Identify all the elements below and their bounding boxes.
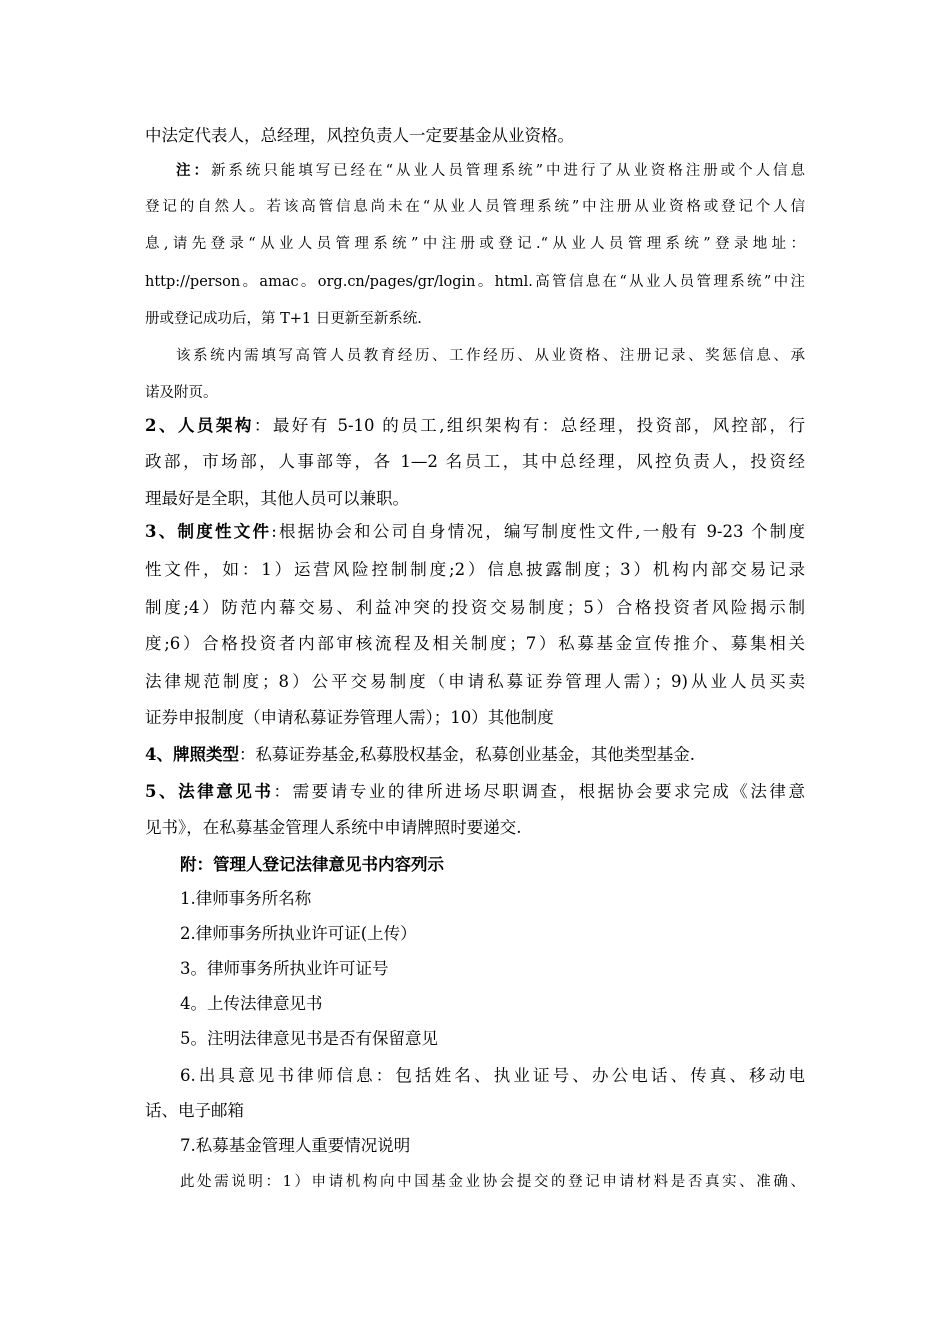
section-license-type: 4、牌照类型：私募证券基金,私募股权基金，私募创业基金，其他类型基金. <box>145 745 695 764</box>
appendix-item-continuation: 话、电子邮箱 <box>145 1101 244 1120</box>
paragraph-line: 法律规范制度；8）公平交易制度（申请私募证券管理人需）；9)从业人员买卖 <box>145 672 805 691</box>
paragraph-line: 理最好是全职，其他人员可以兼职。 <box>145 489 409 508</box>
paragraph-line: 政部，市场部，人事部等，各 1—2 名员工，其中总经理，风控负责人，投资经 <box>145 452 805 471</box>
paragraph-line: 证券申报制度（申请私募证券管理人需）；10）其他制度 <box>145 708 554 727</box>
paragraph-line: 度;6）合格投资者内部审核流程及相关制度；7）私募基金宣传推介、募集相关 <box>145 634 805 653</box>
note-line: 诺及附页。 <box>145 385 218 401</box>
paragraph-line: 中法定代表人，总经理，风控负责人一定要基金从业资格。 <box>145 126 574 145</box>
paragraph-line: 性文件，如：1）运营风险控制制度;2）信息披露制度；3）机构内部交易记录 <box>145 560 805 579</box>
note-line: 注：新系统只能填写已经在“从业人员管理系统”中进行了从业资格注册或个人信息 <box>176 162 806 179</box>
note-line: 册或登记成功后，第 T+1 日更新至新系统. <box>145 311 422 327</box>
appendix-heading: 附：管理人登记法律意见书内容列示 <box>180 855 444 874</box>
paragraph-line: 制度;4）防范内幕交易、利益冲突的投资交易制度；5）合格投资者风险揭示制 <box>145 598 805 617</box>
paragraph-line: 见书》，在私募基金管理人系统中申请牌照时要递交. <box>145 818 522 837</box>
note-url-line: http://person。amac。org.cn/pages/gr/login。html.高管信息在“从业人员管理系统”中注 <box>145 274 805 290</box>
note-line: 息,请先登录“从业人员管理系统”中注册或登记.“从业人员管理系统”登录地址： <box>145 236 805 252</box>
appendix-item: 1.律师事务所名称 <box>180 889 312 908</box>
section-legal-opinion: 5、法律意见书：需要请专业的律所进场尽职调查，根据协会要求完成《法律意 <box>145 782 805 801</box>
note-line: 该系统内需填写高管人员教育经历、工作经历、从业资格、注册记录、奖惩信息、承 <box>176 348 805 364</box>
appendix-item: 6.出具意见书律师信息：包括姓名、执业证号、办公电话、传真、移动电 <box>180 1066 805 1085</box>
appendix-item: 7.私募基金管理人重要情况说明 <box>180 1136 411 1155</box>
paragraph-line: 此处需说明：1）申请机构向中国基金业协会提交的登记申请材料是否真实、准确、 <box>180 1174 805 1190</box>
appendix-item: 4。上传法律意见书 <box>180 994 323 1013</box>
appendix-item: 3。律师事务所执业许可证号 <box>180 959 389 978</box>
appendix-item: 2.律师事务所执业许可证(上传） <box>180 924 417 943</box>
section-staff: 2、人员架构：最好有 5-10 的员工,组织架构有：总经理，投资部，风控部，行 <box>145 416 805 435</box>
section-policies: 3、制度性文件:根据协会和公司自身情况，编写制度性文件,一般有 9-23 个制度 <box>145 522 805 541</box>
note-line: 登记的自然人。若该高管信息尚未在“从业人员管理系统”中注册从业资格或登记个人信 <box>145 199 805 215</box>
appendix-item: 5。注明法律意见书是否有保留意见 <box>180 1029 438 1048</box>
